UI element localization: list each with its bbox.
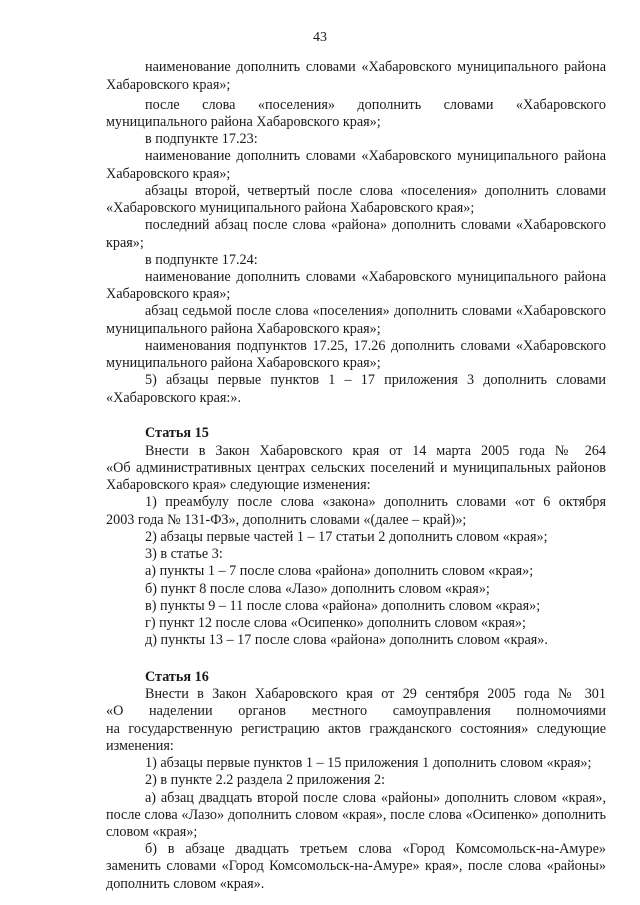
article-heading: Статья 15 [145, 425, 209, 441]
text-line: а) пункты 1 – 7 после слова «района» дополнить словом «края»; [145, 563, 534, 579]
article-heading: Статья 16 [145, 669, 209, 685]
text-line: Внести в Закон Хабаровского края от 14 марта 2005 года № 264 [145, 443, 606, 459]
text-line: на государственную регистрацию актов гражданского состояния» следующие [106, 721, 606, 737]
text-line: в) пункты 9 – 11 после слова «района» дополнить словом «края»; [145, 598, 541, 614]
text-line: наименование дополнить словами «Хабаровского муниципального района [145, 269, 606, 285]
text-line: после слова «поселения» дополнить словами «Хабаровского [145, 97, 606, 113]
text-line: последний абзац после слова «района» дополнить словами «Хабаровского [145, 217, 606, 233]
text-line: г) пункт 12 после слова «Осипенко» дополнить словом «края»; [145, 615, 526, 631]
text-line: б) пункт 8 после слова «Лазо» дополнить словом «края»; [145, 581, 490, 597]
text-line: 1) преамбулу после слова «закона» дополнить словами «от 6 октября [145, 494, 606, 510]
text-line: изменения: [106, 738, 174, 754]
text-line: муниципального района Хабаровского края»; [106, 114, 381, 130]
text-line: абзацы второй, четвертый после слова «поселения» дополнить словами [145, 183, 606, 199]
text-line: «О наделении органов местного самоуправления полномочиями [106, 703, 606, 719]
text-line: муниципального района Хабаровского края»; [106, 321, 381, 337]
text-line: после слова «Лазо» дополнить словом «края», после слова «Осипенко» дополнить [106, 807, 606, 823]
text-line: в подпункте 17.24: [145, 252, 258, 268]
text-line: Хабаровского края»; [106, 286, 231, 302]
text-line: б) в абзаце двадцать третьем слова «Город Комсомольск-на-Амуре» [145, 841, 606, 857]
text-line: края»; [106, 235, 144, 251]
text-line: Внести в Закон Хабаровского края от 29 сентября 2005 года № 301 [145, 686, 606, 702]
text-line: наименования подпунктов 17.25, 17.26 дополнить словами «Хабаровского [145, 338, 606, 354]
text-line: 5) абзацы первые пунктов 1 – 17 приложения 3 дополнить словами [145, 372, 606, 388]
text-line: «Об административных центрах сельских поселений и муниципальных районов [106, 460, 606, 476]
text-line: абзац седьмой после слова «поселения» дополнить словами «Хабаровского [145, 303, 606, 319]
text-line: «Хабаровского края:». [106, 390, 242, 406]
text-line: 3) в статье 3: [145, 546, 223, 562]
text-line: д) пункты 13 – 17 после слова «района» дополнить словом «края». [145, 632, 548, 648]
text-line: 1) абзацы первые пунктов 1 – 15 приложения 1 дополнить словом «края»; [145, 755, 592, 771]
text-line: 2003 года № 131-ФЗ», дополнить словами «(далее – край)»; [106, 512, 467, 528]
text-line: наименование дополнить словами «Хабаровского муниципального района [145, 59, 606, 75]
page-number: 43 [313, 30, 327, 45]
text-line: заменить словами «Город Комсомольск-на-Амуре» края», после слова «районы» [106, 858, 606, 874]
text-line: 2) абзацы первые частей 1 – 17 статьи 2 дополнить словом «края»; [145, 529, 548, 545]
text-line: «Хабаровского муниципального района Хабаровского края»; [106, 200, 475, 216]
text-line: Хабаровского края» следующие изменения: [106, 477, 371, 493]
text-line: Хабаровского края»; [106, 77, 231, 93]
text-line: муниципального района Хабаровского края»; [106, 355, 381, 371]
text-line: а) абзац двадцать второй после слова «районы» дополнить словом «края», [145, 790, 606, 806]
text-line: в подпункте 17.23: [145, 131, 258, 147]
text-line: дополнить словом «края». [106, 876, 265, 892]
text-line: Хабаровского края»; [106, 166, 231, 182]
text-line: 2) в пункте 2.2 раздела 2 приложения 2: [145, 772, 386, 788]
text-line: словом «края»; [106, 824, 198, 840]
text-line: наименование дополнить словами «Хабаровского муниципального района [145, 148, 606, 164]
